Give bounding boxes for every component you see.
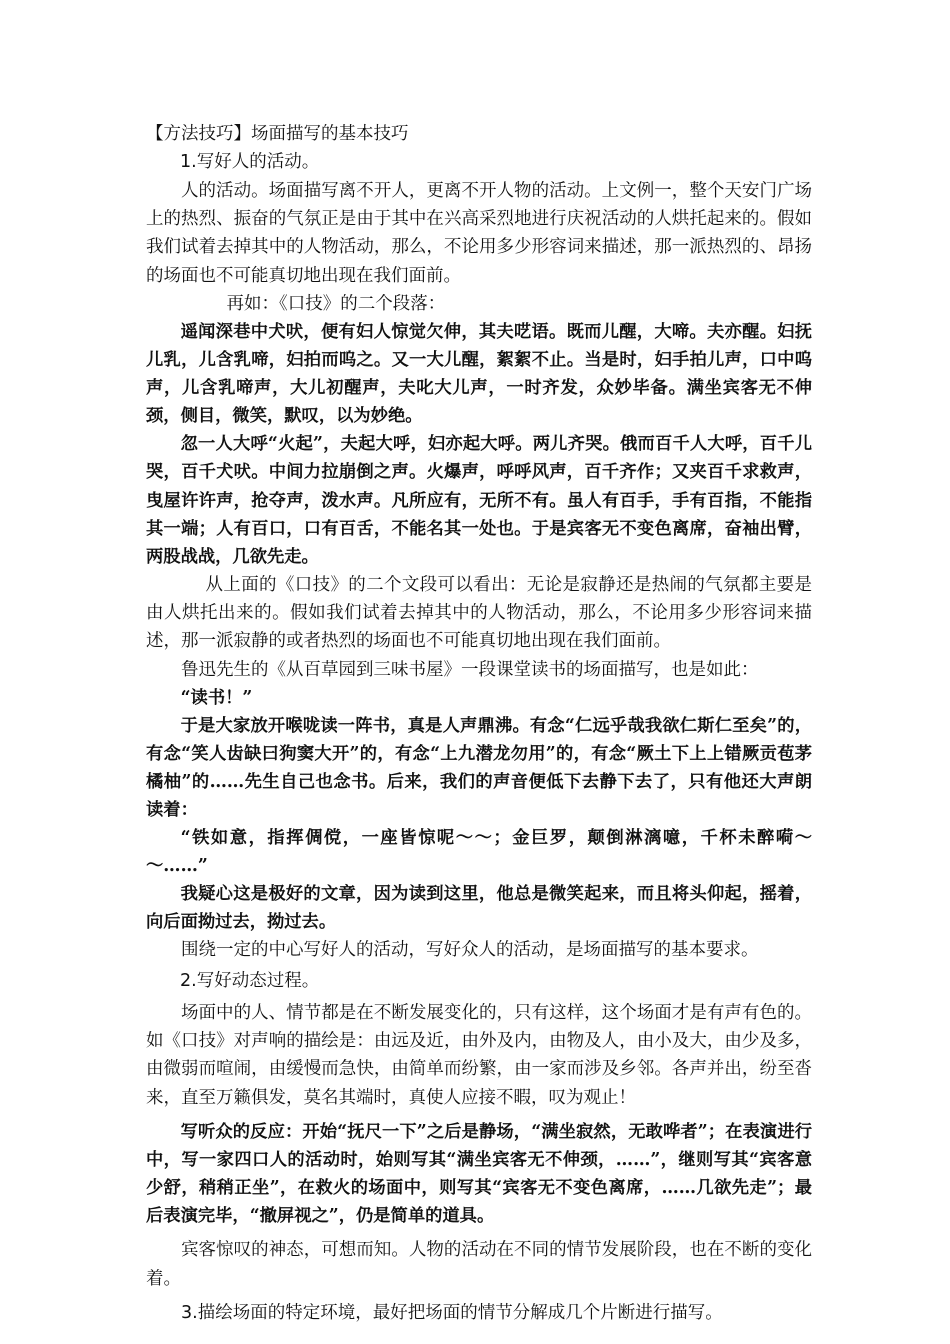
paragraph-6: 写听众的反应：开始“抚尺一下”之后是静场，“满坐寂然，无敢哗者”；在表演进行中，写一家四口人的活动时，始则写其“满坐宾客无不伸颈，……”，继则写其“宾客意少舒，稍稍正坐”，在救火的场面中，则写其“宾客无不变色离席，……几欲先走”；最后表演完毕，“撤屏视之”，仍是简单的道具。 <box>146 1122 812 1227</box>
section-title: 【方法技巧】场面描写的基本技巧 <box>146 124 409 144</box>
paragraph-5: 场面中的人、情节都是在不断发展变化的，只有这样，这个场面才是有声有色的。如《口技》对声响的描绘是：由远及近，由外及内，由物及人，由小及大，由少及多，由微弱而喧闹，由缓慢而急快，由简单而纷繁，由一家而涉及乡邻。各声并出，纷至沓来，直至万籁俱发，莫名其端时，真使人应接不暇，叹为观止！ <box>146 1002 812 1108</box>
quote-kouji-2: 忽一人大呼“火起”，夫起大呼，妇亦起大呼。两儿齐哭。俄而百千人大呼，百千儿哭，百千犬吠。中间力拉崩倒之声。火爆声，呼呼风声，百千齐作；又夹百千求救声，曳屋许许声，抢夺声，泼水声。凡所应有，无所不有。虽人有百手，手有百指，不能指其一端；人有百口，口有百舌，不能名其一处也。于是宾客无不变色离席，奋袖出臂，两股战战，几欲先走。 <box>146 434 812 567</box>
document-page <box>146 120 812 1327</box>
paragraph-4: 围绕一定的中心写好人的活动，写好众人的活动，是场面描写的基本要求。 <box>181 940 759 961</box>
paragraph-1: 人的活动。场面描写离不开人，更离不开人物的活动。上文例一，整个天安门广场上的热烈、振奋的气氛正是由于其中在兴高采烈地进行庆祝活动的人烘托起来的。假如我们试着去掉其中的人物活动，那么，不论用多少形容词来描述，那一派热烈的、昂扬的场面也不可能真切地出现在我们面前。 <box>146 180 812 286</box>
paragraph-7: 宾客惊叹的神态，可想而知。人物的活动在不同的情节发展阶段，也在不断的变化着。 <box>146 1240 812 1289</box>
paragraph-3: 鲁迅先生的《从百草园到三味书屋》一段课堂读书的场面描写，也是如此： <box>181 659 759 680</box>
heading-3: 3.描绘场面的特定环境，最好把场面的情节分解成几个片断进行描写。 <box>181 1302 723 1323</box>
quote-narrator-thought: 我疑心这是极好的文章，因为读到这里，他总是微笑起来，而且将头仰起，摇着，向后面拗过去，拗过去。 <box>146 884 812 933</box>
heading-1: 1.写好人的活动。 <box>180 152 320 173</box>
quote-reading-scene: 于是大家放开喉咙读一阵书，真是人声鼎沸。有念“仁远乎哉我欲仁斯仁至矣”的，有念“笑人齿缺曰狗窦大开”的，有念“上九潜龙勿用”的，有念“厥土下上上错厥贡苞茅橘柚”的……先生自己也念书。后来，我们的声音便低下去静下去了，只有他还大声朗读着： <box>146 715 812 820</box>
quote-reading-call: “读书！” <box>180 687 253 708</box>
quote-kouji-1: 遥闻深巷中犬吠，便有妇人惊觉欠伸，其夫呓语。既而儿醒，大啼。夫亦醒。妇抚儿乳，儿含乳啼，妇拍而呜之。又一大儿醒，絮絮不止。当是时，妇手拍儿声，口中呜声，儿含乳啼声，大儿初醒声，夫叱大儿声，一时齐发，众妙毕备。满坐宾客无不伸颈，侧目，微笑，默叹，以为妙绝。 <box>146 322 812 427</box>
paragraph-2: 从上面的《口技》的二个文段可以看出：无论是寂静还是热闹的气氛都主要是由人烘托出来的。假如我们试着去掉其中的人物活动，那么，不论用多少形容词来描述，那一派寂静的或者热烈的场面也不可能真切地出现在我们面前。 <box>146 574 812 652</box>
quote-teacher-reading: “铁如意，指挥倜傥，一座皆惊呢～～；金巨罗，颠倒淋漓噫，千杯未醉嗬～～……” <box>146 828 812 877</box>
example-intro: 再如：《口技》的二个段落： <box>226 294 446 315</box>
heading-2: 2.写好动态过程。 <box>180 971 320 992</box>
